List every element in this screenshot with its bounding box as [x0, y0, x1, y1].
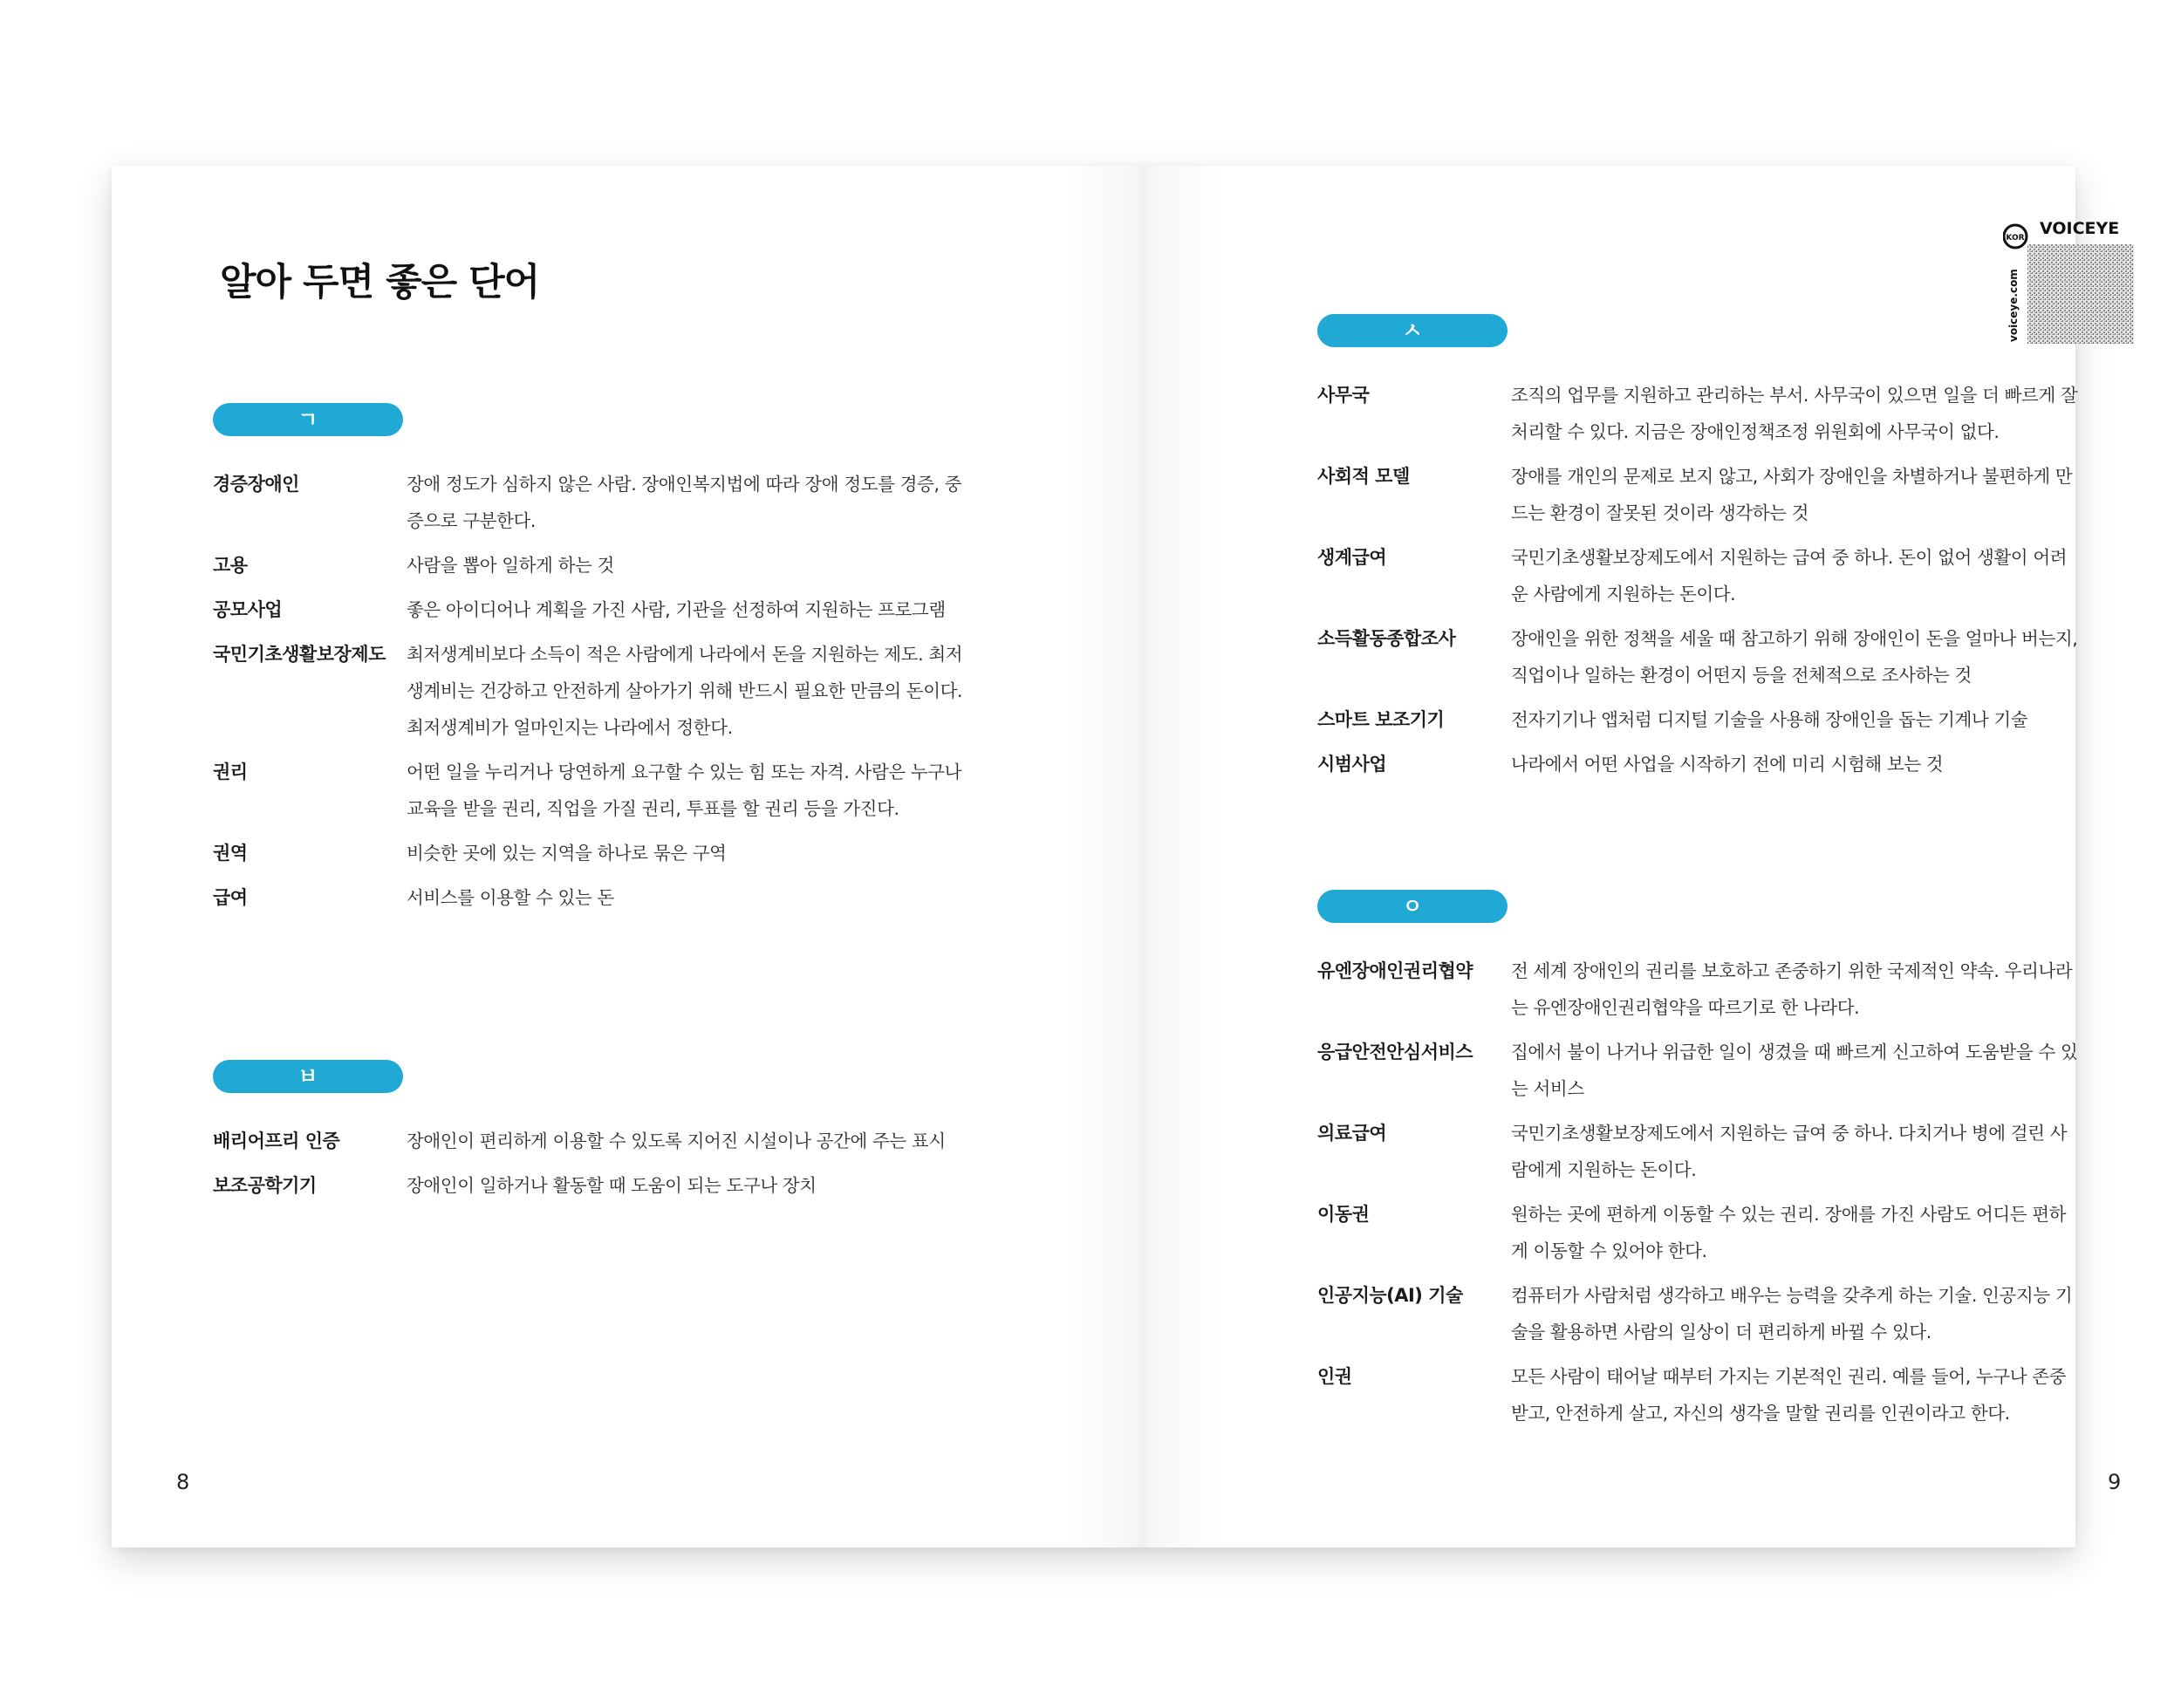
glossary-term: 공모사업 [213, 599, 283, 620]
glossary-entry [213, 835, 998, 871]
glossary-entry [1317, 953, 2102, 1026]
glossary-term: 사무국 [1317, 385, 1370, 406]
glossary-term: 유엔장애인권리협약 [1317, 960, 1473, 981]
glossary-list [213, 466, 998, 916]
glossary-list [1317, 953, 2102, 1431]
glossary-definition: 장애인이 일하거나 활동할 때 도움이 되는 도구나 장치 [407, 1175, 817, 1196]
glossary-entry [1317, 620, 2102, 693]
glossary-term: 인권 [1317, 1366, 1352, 1387]
page-number: 9 [2108, 1470, 2122, 1494]
glossary-entry [213, 1167, 998, 1204]
glossary-list [213, 1123, 998, 1204]
glossary-definition: 국민기초생활보장제도에서 지원하는 급여 중 하나. 다치거나 병에 걸린 사람에게 지원하는 돈이다. [1511, 1123, 2068, 1180]
glossary-term: 생계급여 [1317, 547, 1387, 568]
glossary-entry [213, 754, 998, 827]
glossary-term: 소득활동종합조사 [1317, 628, 1456, 649]
section-letter-badge: ㄱ [213, 403, 403, 436]
glossary-entry [213, 879, 998, 916]
glossary-definition: 비슷한 곳에 있는 지역을 하나로 묶은 구역 [407, 843, 727, 864]
glossary-definition: 어떤 일을 누리거나 당연하게 요구할 수 있는 힘 또는 자격. 사람은 누구나 교육을 받을 권리, 직업을 가질 권리, 투표를 할 권리 등을 가진다. [407, 762, 962, 819]
glossary-term: 응급안전안심서비스 [1317, 1042, 1473, 1062]
glossary-term: 사회적 모델 [1317, 466, 1410, 487]
glossary-definition: 컴퓨터가 사람처럼 생각하고 배우는 능력을 갖추게 하는 기술. 인공지능 기술을 활용하면 사람의 일상이 더 편리하게 바뀔 수 있다. [1511, 1285, 2073, 1342]
glossary-definition: 모든 사람이 태어날 때부터 가지는 기본적인 권리. 예를 들어, 누구나 존중받고, 안전하게 살고, 자신의 생각을 말할 권리를 인권이라고 한다. [1511, 1366, 2067, 1424]
glossary-term: 의료급여 [1317, 1123, 1387, 1144]
glossary-entry [1317, 1277, 2102, 1350]
glossary-entry [213, 591, 998, 628]
glossary-definition: 국민기초생활보장제도에서 지원하는 급여 중 하나. 돈이 없어 생활이 어려운 사람에게 지원하는 돈이다. [1511, 547, 2068, 605]
glossary-definition: 나라에서 어떤 사업을 시작하기 전에 미리 시험해 보는 것 [1511, 754, 1944, 775]
glossary-term: 시범사업 [1317, 754, 1387, 775]
glossary-term: 배리어프리 인증 [213, 1131, 340, 1151]
glossary-entry [1317, 701, 2102, 738]
glossary-entry [213, 1123, 998, 1159]
section-giyeok [213, 403, 998, 924]
glossary-definition: 원하는 곳에 편하게 이동할 수 있는 권리. 장애를 가진 사람도 어디든 편하게 이동할 수 있어야 한다. [1511, 1204, 2067, 1261]
glossary-definition: 집에서 불이 나거나 위급한 일이 생겼을 때 빠르게 신고하여 도움받을 수 있는 서비스 [1511, 1042, 2078, 1099]
glossary-entry [1317, 1034, 2102, 1107]
glossary-term: 고용 [213, 555, 248, 576]
glossary-definition: 장애인을 위한 정책을 세울 때 참고하기 위해 장애인이 돈을 얼마나 버는지, 직업이나 일하는 환경이 어떤지 등을 전체적으로 조사하는 것 [1511, 628, 2078, 686]
section-letter-badge: ㅇ [1317, 890, 1508, 923]
glossary-term: 스마트 보조기기 [1317, 709, 1445, 730]
glossary-definition: 사람을 뽑아 일하게 하는 것 [407, 555, 614, 576]
glossary-entry [1317, 1196, 2102, 1269]
glossary-term: 보조공학기기 [213, 1175, 317, 1196]
glossary-term: 권역 [213, 843, 248, 864]
page-number: 8 [176, 1470, 190, 1494]
glossary-entry [1317, 458, 2102, 531]
glossary-definition: 서비스를 이용할 수 있는 돈 [407, 887, 614, 908]
section-letter-badge: ㅅ [1317, 314, 1508, 347]
section-bieup [213, 1060, 998, 1212]
section-siot [1317, 314, 2102, 790]
glossary-definition: 전 세계 장애인의 권리를 보호하고 존중하기 위한 국제적인 약속. 우리나라는 유엔장애인권리협약을 따르기로 한 나라다. [1511, 960, 2073, 1018]
glossary-term: 이동권 [1317, 1204, 1370, 1225]
glossary-entry [1317, 539, 2102, 612]
glossary-entry [213, 466, 998, 539]
glossary-entry [213, 547, 998, 584]
voiceye-url: voiceye.com [2007, 269, 2020, 342]
book-spread [112, 166, 2122, 1547]
glossary-entry [1317, 746, 2102, 782]
glossary-term: 국민기초생활보장제도 [213, 644, 386, 665]
glossary-definition: 장애인이 편리하게 이용할 수 있도록 지어진 시설이나 공간에 주는 표시 [407, 1131, 946, 1151]
voiceye-brand: VOICEYE [2040, 219, 2120, 238]
kor-badge: KOR [2006, 234, 2025, 243]
glossary-definition: 최저생계비보다 소득이 적은 사람에게 나라에서 돈을 지원하는 제도. 최저생계비는 건강하고 안전하게 살아가기 위해 반드시 필요한 만큼의 돈이다. 최저생계비가 얼마인지는 나라에서 정한다. [407, 644, 963, 738]
glossary-entry [1317, 1115, 2102, 1188]
glossary-definition: 장애를 개인의 문제로 보지 않고, 사회가 장애인을 차별하거나 불편하게 만드는 환경이 잘못된 것이라 생각하는 것 [1511, 466, 2073, 523]
section-ieung [1317, 890, 2102, 1439]
glossary-list [1317, 377, 2102, 782]
glossary-definition: 좋은 아이디어나 계획을 가진 사람, 기관을 선정하여 지원하는 프로그램 [407, 599, 946, 620]
section-letter-badge: ㅂ [213, 1060, 403, 1093]
left-page [112, 166, 1093, 1547]
glossary-definition: 장애 정도가 심하지 않은 사람. 장애인복지법에 따라 장애 정도를 경증, 중증으로 구분한다. [407, 474, 962, 531]
glossary-term: 권리 [213, 762, 248, 782]
page-title: 알아 두면 좋은 단어 [220, 261, 540, 304]
right-page [1094, 166, 2122, 1547]
glossary-term: 경증장애인 [213, 474, 299, 495]
glossary-entry [1317, 1358, 2102, 1431]
glossary-entry [1317, 377, 2102, 450]
glossary-entry [213, 636, 998, 746]
glossary-term: 인공지능(AI) 기술 [1317, 1285, 1463, 1306]
glossary-definition: 전자기기나 앱처럼 디지털 기술을 사용해 장애인을 돕는 기계나 기술 [1511, 709, 2028, 730]
glossary-definition: 조직의 업무를 지원하고 관리하는 부서. 사무국이 있으면 일을 더 빠르게 잘 처리할 수 있다. 지금은 장애인정책조정 위원회에 사무국이 없다. [1511, 385, 2078, 442]
glossary-term: 급여 [213, 887, 248, 908]
